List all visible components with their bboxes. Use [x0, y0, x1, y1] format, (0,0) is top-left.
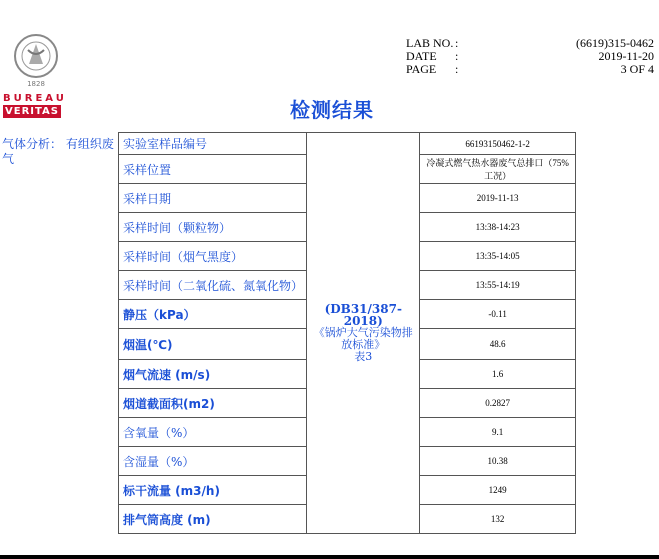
row-label: 实验室样品编号	[119, 133, 307, 155]
row-value: 1.6	[420, 360, 576, 389]
results-table	[118, 132, 576, 534]
table-row	[119, 133, 576, 155]
header-labels	[406, 37, 453, 76]
row-label	[119, 505, 307, 534]
lab-no-value: (6619)315-0462	[576, 36, 654, 50]
row-value: 13:55-14:19	[420, 271, 576, 300]
row-label-text: 排气筒高度 (m)	[123, 512, 211, 527]
row-value: 13:35-14:05	[420, 242, 576, 271]
colon: :	[455, 62, 459, 76]
bureau-veritas-logo	[3, 30, 67, 136]
header-colons	[455, 37, 458, 76]
row-value: 冷凝式燃气热水器废气总排口（75%工况）	[420, 155, 576, 184]
date-value: 2019-11-20	[598, 49, 654, 63]
row-label	[119, 300, 307, 329]
row-label	[119, 389, 307, 418]
row-value: 66193150462-1-2	[420, 133, 576, 155]
row-value: 0.2827	[420, 389, 576, 418]
seal-icon	[13, 30, 59, 90]
header-values	[576, 37, 654, 76]
page-value: 3 OF 4	[620, 62, 654, 76]
logo-text-bureau: BUREAU	[3, 93, 67, 104]
sample-type: 气体分析： 有组织废气	[2, 137, 114, 166]
row-value: 132	[420, 505, 576, 534]
row-value: 13:38-14:23	[420, 213, 576, 242]
row-label: 采样日期	[119, 184, 307, 213]
row-label-text: 烟气流速 (m/s)	[123, 367, 211, 382]
row-label: 含氧量（%）	[119, 418, 307, 447]
page-bottom-rule	[0, 555, 659, 559]
standard-cell	[307, 133, 420, 534]
row-label: 采样位置	[119, 155, 307, 184]
row-label-text: 标干流量 (m3/h)	[123, 483, 220, 498]
row-label-text: 静压（kPa）	[123, 307, 196, 322]
standard-name: 《锅炉大气污染物排放标准》	[313, 326, 413, 351]
row-value: -0.11	[420, 300, 576, 329]
row-label-text: 烟道截面积(m2)	[123, 396, 215, 411]
row-value: 48.6	[420, 329, 576, 360]
row-value: 1249	[420, 476, 576, 505]
row-label	[119, 476, 307, 505]
standard-table: 表3	[354, 350, 373, 363]
colon: :	[455, 36, 459, 50]
colon: :	[455, 49, 459, 63]
row-label: 采样时间（颗粒物）	[119, 213, 307, 242]
row-label: 采样时间（烟气黑度）	[119, 242, 307, 271]
row-label: 采样时间（二氧化硫、氮氧化物）	[119, 271, 307, 300]
row-label	[119, 329, 307, 360]
standard-code: (DB31/387-2018)	[324, 302, 402, 328]
row-value: 10.38	[420, 447, 576, 476]
row-label: 含湿量（%）	[119, 447, 307, 476]
row-label	[119, 360, 307, 389]
row-value: 9.1	[420, 418, 576, 447]
lab-no-label: LAB NO.	[406, 36, 454, 50]
page-title: 检测结果	[290, 98, 374, 122]
date-label: DATE	[406, 49, 437, 63]
page-label: PAGE	[406, 62, 437, 76]
logo-text-veritas: VERITAS	[3, 105, 61, 118]
row-label-text: 烟温(℃)	[123, 337, 173, 352]
svg-text:1828: 1828	[27, 80, 45, 88]
row-value: 2019-11-13	[420, 184, 576, 213]
